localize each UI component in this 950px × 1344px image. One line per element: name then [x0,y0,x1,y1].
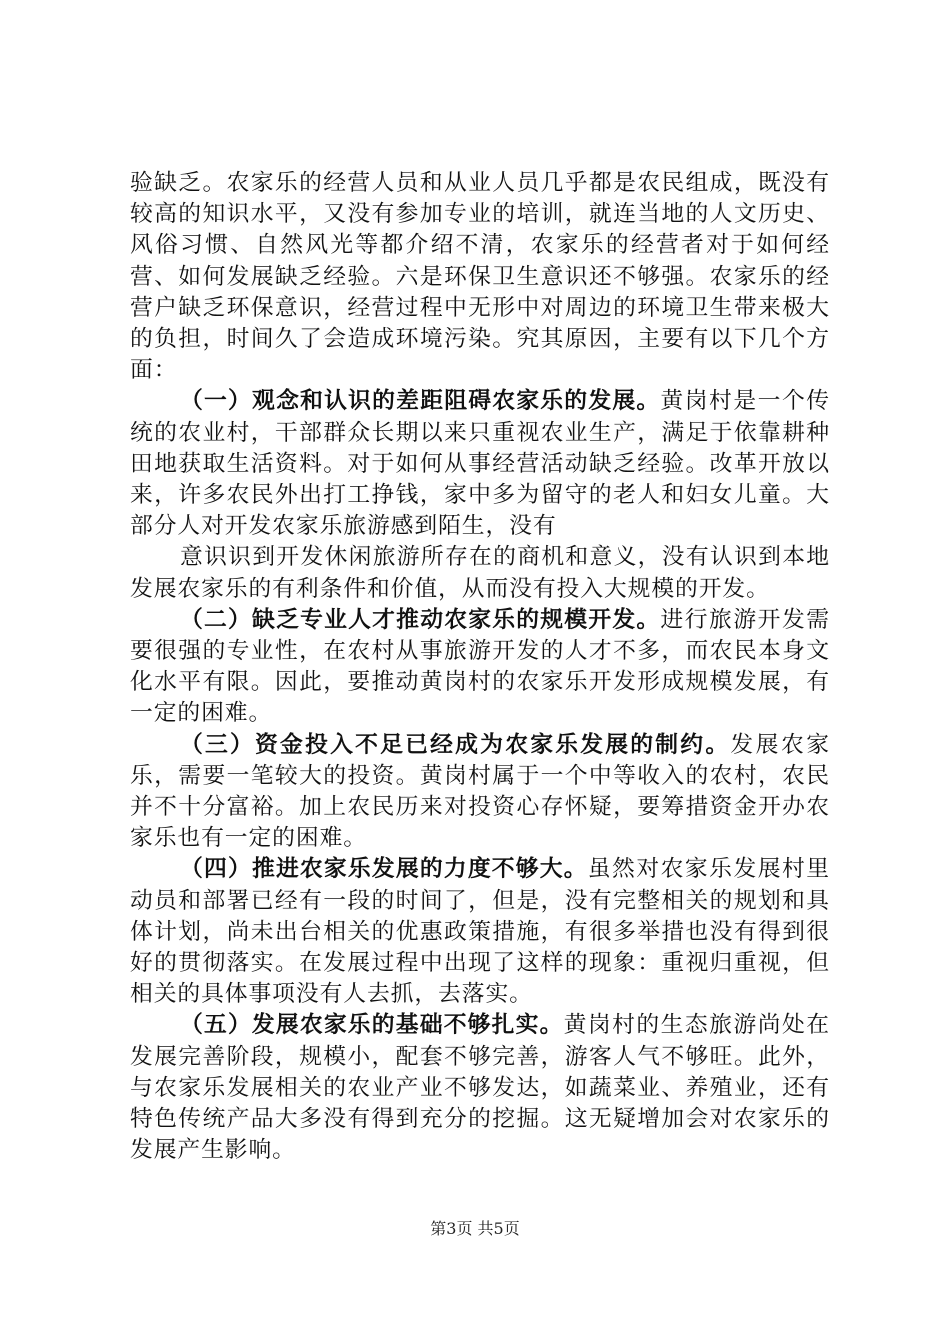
paragraph-section-4 [130,854,830,1010]
section-heading: （二）缺乏专业人才推动农家乐的规模开发。 [180,606,661,633]
paragraph-text: 意识识到开发休闲旅游所存在的商机和意义，没有认识到本地发展农家乐的有利条件和价值，从而没有投入大规模的开发。 [130,544,830,602]
paragraph-section-1-continued [130,542,830,604]
section-heading: （一）观念和认识的差距阻碍农家乐的发展。 [180,388,661,415]
paragraph-section-2 [130,605,830,730]
paragraph-section-1 [130,386,830,542]
document-body [130,168,830,1167]
paragraph-section-5 [130,1010,830,1166]
paragraph-text: 黄岗村的生态旅游尚处在发展完善阶段，规模小，配套不够完善，游客人气不够旺。此外，与农家乐发展相关的农业产业不够发达，如蔬菜业、养殖业，还有特色传统产品大多没有得到充分的挖掘。这无疑增加会对农家乐的发展产生影响。 [130,1012,830,1164]
paragraph-section-3 [130,730,830,855]
section-heading: （三）资金投入不足已经成为农家乐发展的制约。 [180,731,731,758]
paragraph-continuation [130,168,830,386]
section-heading: （四）推进农家乐发展的力度不够大。 [180,856,588,883]
page-number-footer: 第3页 共5页 [430,1219,520,1238]
paragraph-text: 验缺乏。农家乐的经营人员和从业人员几乎都是农民组成，既没有较高的知识水平，又没有参加专业的培训，就连当地的人文历史、风俗习惯、自然风光等都介绍不清，农家乐的经营者对于如何经营、如何发展缺乏经验。六是环保卫生意识还不够强。农家乐的经营户缺乏环保意识，经营过程中无形中对周边的环境卫生带来极大的负担，时间久了会造成环境污染。究其原因，主要有以下几个方面： [130,170,830,384]
paragraph-text: 进行旅游开发需要很强的专业性，在农村从事旅游开发的人才不多，而农民本身文化水平有限。因此，要推动黄岗村的农家乐开发形成规模发展，有一定的困难。 [130,606,831,727]
paragraph-text: 虽然对农家乐发展村里动员和部署已经有一段的时间了，但是，没有完整相关的规划和具体计划，尚未出台相关的优惠政策措施，有很多举措也没有得到很好的贯彻落实。在发展过程中出现了这样的现象：重视归重视，但相关的具体事项没有人去抓，去落实。 [130,856,831,1008]
paragraph-text: 黄岗村是一个传统的农业村，干部群众长期以来只重视农业生产，满足于依靠耕种田地获取生活资料。对于如何从事经营活动缺乏经验。改革开放以来，许多农民外出打工挣钱，家中多为留守的老人和妇女儿童。大部分人对开发农家乐旅游感到陌生，没有 [130,388,831,540]
paragraph-text: 发展农家乐，需要一笔较大的投资。黄岗村属于一个中等收入的农村，农民并不十分富裕。加上农民历来对投资心存怀疑，要筹措资金开办农家乐也有一定的困难。 [130,731,830,852]
section-heading: （五）发展农家乐的基础不够扎实。 [180,1012,564,1039]
